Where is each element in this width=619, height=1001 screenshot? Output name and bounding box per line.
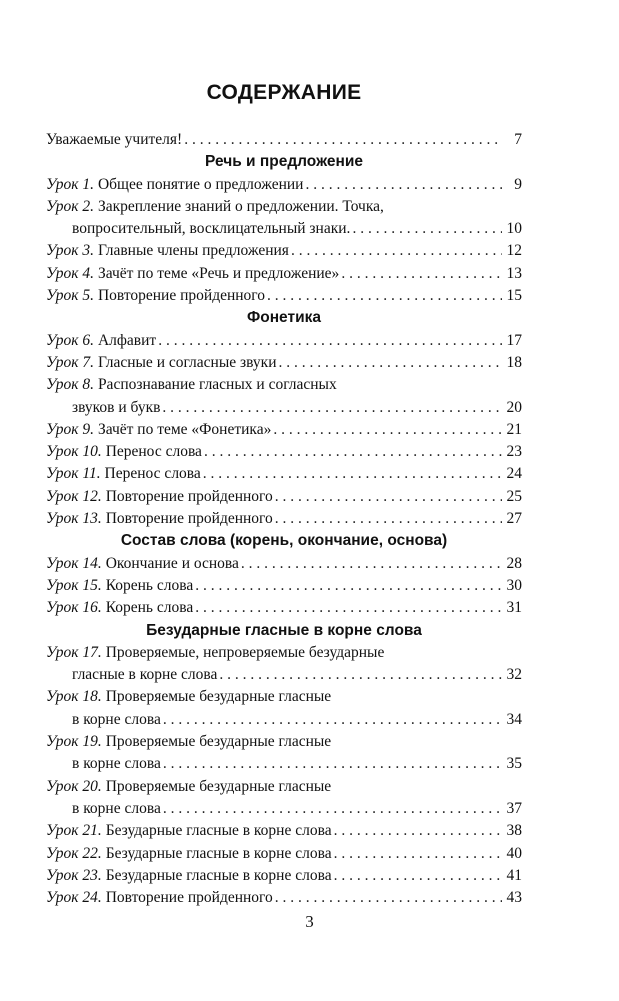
lesson-number: Урок 9. — [46, 420, 95, 438]
toc-entry-title: Проверяемые, непроверяемые безударные — [105, 643, 385, 661]
toc-entry — [46, 463, 522, 485]
toc-entry — [46, 865, 522, 887]
dot-leader — [275, 887, 502, 909]
toc-entry — [46, 441, 522, 463]
lesson-number: Урок 10. — [46, 443, 102, 461]
toc-entry-title: Окончание и основа — [105, 554, 239, 572]
lesson-number: Урок 11. — [46, 465, 101, 483]
dot-leader — [291, 240, 502, 262]
toc-entry — [46, 419, 522, 441]
section-heading: Состав слова (корень, окончание, основа) — [120, 532, 448, 550]
lesson-number: Урок 5. — [46, 287, 95, 305]
lesson-number: Урок 8. — [46, 376, 95, 394]
toc-entry — [46, 508, 522, 530]
toc-line — [46, 330, 522, 352]
toc-entry — [46, 352, 522, 374]
toc-entry-intro — [46, 129, 522, 151]
toc-page-number: 23 — [506, 443, 522, 461]
toc-line — [46, 753, 522, 775]
toc-line — [46, 575, 522, 597]
lesson-number: Урок 20. — [46, 777, 102, 795]
toc-line — [46, 174, 522, 196]
dot-leader — [162, 397, 502, 419]
toc-page-number: 28 — [506, 554, 522, 572]
toc-page-number: 32 — [506, 666, 522, 684]
toc-entry-title: Алфавит — [97, 331, 157, 349]
section-heading: Речь и предложение — [205, 153, 363, 171]
toc-line — [46, 664, 522, 686]
dot-leader — [195, 575, 502, 597]
toc-entry-title: Проверяемые безударные гласные — [105, 688, 332, 706]
toc-page-number: 30 — [506, 576, 522, 594]
dot-leader — [204, 441, 502, 463]
dot-leader — [275, 508, 502, 530]
lesson-number: Урок 12. — [46, 487, 102, 505]
toc-entry-title: в корне слова — [72, 710, 161, 728]
dot-leader — [305, 174, 502, 196]
lesson-number: Урок 16. — [46, 599, 102, 617]
toc-entry-title: Повторение пройденного — [105, 510, 273, 528]
lesson-number: Урок 7. — [46, 353, 95, 371]
lesson-number: Урок 1. — [46, 175, 95, 193]
dot-leader — [158, 330, 502, 352]
lesson-number: Урок 15. — [46, 576, 102, 594]
toc-page-number: 24 — [506, 465, 522, 483]
toc-entry — [46, 553, 522, 575]
table-of-contents — [46, 80, 522, 909]
toc-entry-title: Уважаемые учителя! — [46, 131, 183, 148]
toc-entry — [46, 240, 522, 262]
toc-line — [46, 441, 522, 463]
toc-entry — [46, 843, 522, 865]
toc-line — [46, 397, 522, 419]
toc-page-number: 21 — [506, 420, 522, 438]
toc-page-number: 31 — [506, 599, 522, 617]
toc-entry-title: вопросительный, восклицательный знаки. — [72, 220, 351, 238]
toc-line — [46, 686, 522, 708]
toc-entry-title: в корне слова — [72, 755, 161, 773]
dot-leader — [203, 463, 502, 485]
toc-line — [46, 597, 522, 619]
toc-entry-title: Проверяемые безударные гласные — [105, 777, 332, 795]
toc-entry-title: Распознавание гласных и согласных — [97, 376, 337, 394]
toc-line — [46, 218, 522, 240]
toc-page-number: 40 — [506, 844, 522, 862]
toc-entry — [46, 285, 522, 307]
lesson-number: Урок 22. — [46, 844, 102, 862]
toc-line — [46, 196, 522, 218]
lesson-number: Урок 24. — [46, 889, 102, 907]
toc-entry-title: Повторение пройденного — [105, 889, 273, 907]
toc-entry — [46, 486, 522, 508]
dot-leader — [341, 263, 502, 285]
dot-leader — [184, 129, 502, 151]
lesson-number: Урок 2. — [46, 197, 95, 215]
toc-entry — [46, 887, 522, 909]
toc-page-number: 10 — [506, 220, 522, 238]
toc-entry-title: Безударные гласные в корне слова — [105, 822, 332, 840]
toc-line — [46, 642, 522, 664]
toc-sections — [46, 151, 522, 909]
section-heading: Фонетика — [247, 309, 321, 327]
toc-entry — [46, 330, 522, 352]
toc-page-number: 18 — [506, 353, 522, 371]
page-title: СОДЕРЖАНИЕ — [206, 81, 362, 104]
toc-line — [46, 374, 522, 396]
toc-line — [46, 865, 522, 887]
toc-entry — [46, 642, 522, 687]
toc-entry-title: в корне слова — [72, 799, 161, 817]
lesson-number: Урок 19. — [46, 733, 102, 751]
toc-entry-title: Безударные гласные в корне слова — [105, 866, 332, 884]
dot-leader — [195, 597, 502, 619]
toc-entry-title: Корень слова — [105, 599, 194, 617]
dot-leader — [163, 753, 502, 775]
toc-entry — [46, 776, 522, 821]
toc-page-number: 38 — [506, 822, 522, 840]
dot-leader — [241, 553, 502, 575]
toc-entry-title: Перенос слова — [104, 465, 201, 483]
dot-leader — [334, 865, 502, 887]
lesson-number: Урок 13. — [46, 510, 102, 528]
toc-entry — [46, 597, 522, 619]
toc-page-number: 25 — [506, 487, 522, 505]
toc-page-number: 27 — [506, 510, 522, 528]
toc-entry-title: звуков и букв — [72, 398, 161, 416]
toc-entry-title: Общее понятие о предложении — [97, 175, 304, 193]
toc-page-number: 35 — [506, 755, 522, 773]
dot-leader — [334, 843, 502, 865]
dot-leader — [163, 798, 502, 820]
toc-entry — [46, 731, 522, 776]
toc-line — [46, 463, 522, 485]
toc-line — [46, 843, 522, 865]
toc-entry — [46, 686, 522, 731]
lesson-number: Урок 18. — [46, 688, 102, 706]
toc-entry-title: Проверяемые безударные гласные — [105, 733, 332, 751]
toc-page-number: 34 — [506, 710, 522, 728]
toc-line — [46, 352, 522, 374]
lesson-number: Урок 3. — [46, 242, 95, 260]
toc-page-number: 17 — [506, 331, 522, 349]
toc-page-number: 13 — [506, 264, 522, 282]
lesson-number: Урок 21. — [46, 822, 102, 840]
lesson-number: Урок 4. — [46, 264, 95, 282]
toc-line — [46, 240, 522, 262]
dot-leader — [334, 820, 502, 842]
toc-line — [46, 820, 522, 842]
toc-entry — [46, 174, 522, 196]
toc-entry-title: Гласные и согласные звуки — [97, 353, 277, 371]
toc-line — [46, 887, 522, 909]
toc-line — [46, 798, 522, 820]
toc-line — [46, 709, 522, 731]
dot-leader — [219, 664, 502, 686]
lesson-number: Урок 17. — [46, 643, 102, 661]
toc-entry-title: Главные члены предложения — [97, 242, 289, 260]
toc-page-number: 7 — [514, 131, 522, 148]
toc-entry-title: Зачёт по теме «Фонетика» — [97, 420, 272, 438]
toc-entry — [46, 263, 522, 285]
toc-page-number: 37 — [506, 799, 522, 817]
lesson-number: Урок 14. — [46, 554, 102, 572]
toc-page-number: 41 — [506, 866, 522, 884]
toc-line — [46, 263, 522, 285]
toc-entry — [46, 196, 522, 241]
dot-leader — [163, 709, 502, 731]
toc-entry-title: Перенос слова — [105, 443, 202, 461]
toc-page-number: 20 — [506, 398, 522, 416]
toc-page-number: 15 — [506, 287, 522, 305]
dot-leader — [273, 419, 502, 441]
toc-entry-title: Зачёт по теме «Речь и предложение» — [97, 264, 340, 282]
toc-entry — [46, 820, 522, 842]
toc-page-number: 43 — [506, 889, 522, 907]
toc-entry-title: Повторение пройденного — [97, 287, 266, 305]
toc-entry-title: Корень слова — [105, 576, 194, 594]
toc-page-number: 12 — [506, 242, 522, 260]
dot-leader — [275, 486, 502, 508]
page-number: 3 — [305, 912, 314, 931]
toc-line — [46, 731, 522, 753]
toc-entry-title: Безударные гласные в корне слова — [105, 844, 332, 862]
dot-leader — [267, 285, 502, 307]
toc-line — [46, 508, 522, 530]
toc-entry-title: Повторение пройденного — [105, 487, 273, 505]
toc-line — [46, 553, 522, 575]
toc-entry — [46, 575, 522, 597]
toc-line — [46, 419, 522, 441]
toc-line — [46, 776, 522, 798]
dot-leader — [352, 218, 502, 240]
toc-line — [46, 486, 522, 508]
toc-line — [46, 129, 522, 151]
toc-entry — [46, 374, 522, 419]
toc-entry-title: гласные в корне слова — [72, 666, 218, 684]
toc-line — [46, 285, 522, 307]
dot-leader — [279, 352, 502, 374]
toc-entry-title: Закрепление знаний о предложении. Точка, — [97, 197, 384, 215]
lesson-number: Урок 6. — [46, 331, 95, 349]
section-heading: Безударные гласные в корне слова — [146, 621, 422, 639]
toc-page-number: 9 — [514, 175, 522, 193]
lesson-number: Урок 23. — [46, 866, 102, 884]
